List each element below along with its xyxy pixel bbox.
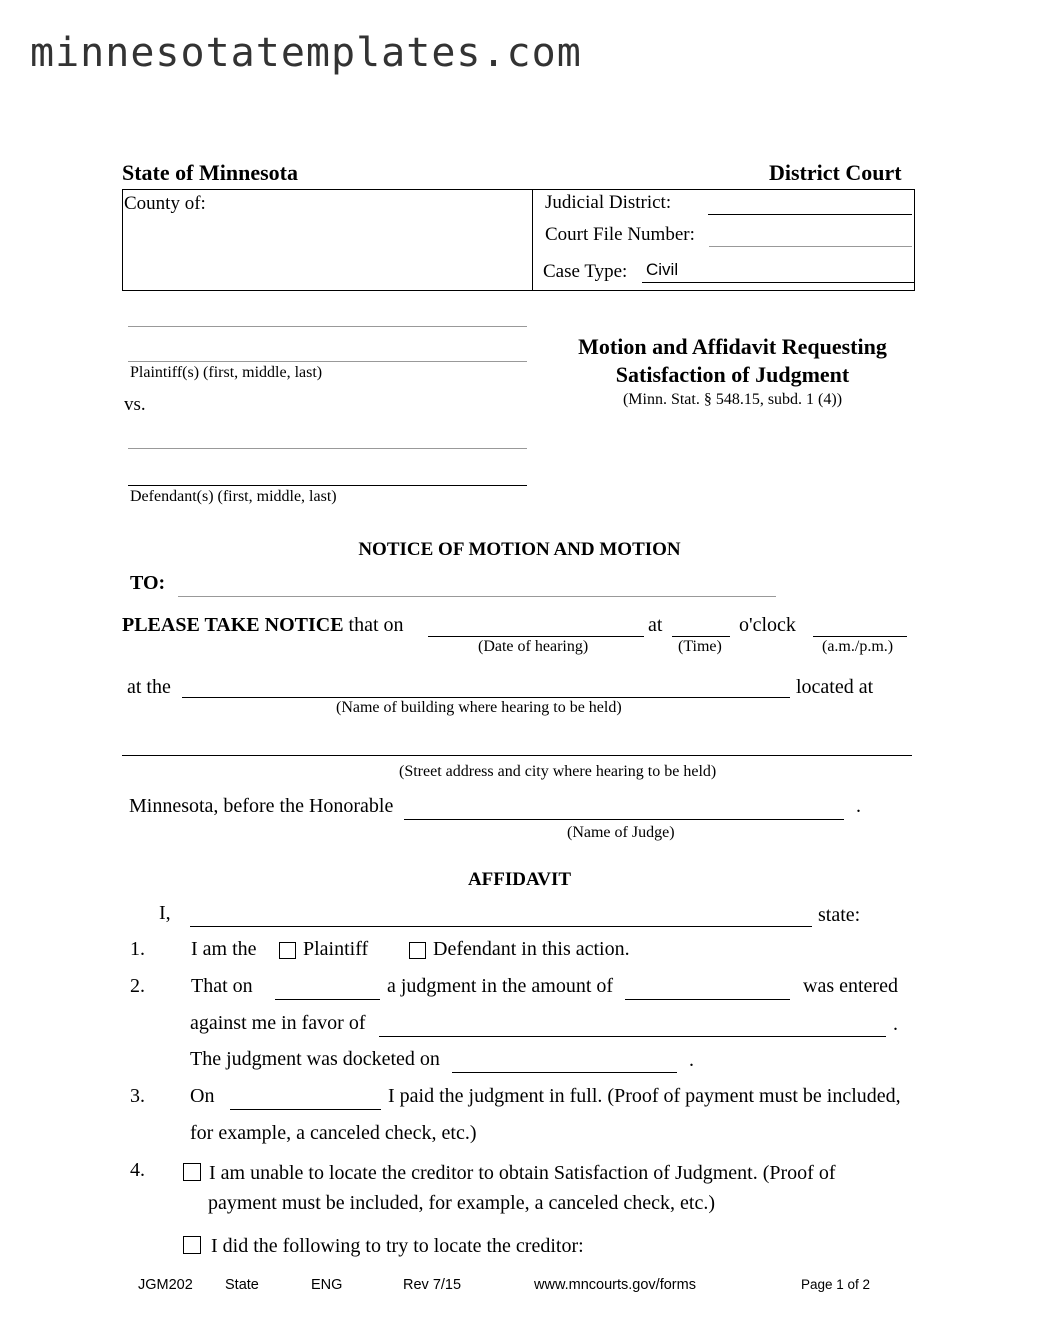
item1-text: I am the [191, 938, 257, 960]
defendant-line-2[interactable] [128, 485, 527, 486]
item3-text-line2: for example, a canceled check, etc.) [190, 1122, 477, 1144]
state-heading: State of Minnesota [122, 160, 298, 185]
tried-to-locate-checkbox[interactable] [183, 1236, 201, 1257]
please-take-notice-bold: PLEASE TAKE NOTICE [122, 614, 344, 636]
case-type-label: Case Type: [543, 261, 628, 282]
to-field[interactable] [178, 596, 776, 597]
that-on-text: that on [348, 614, 404, 636]
footer-website-link[interactable]: www.mncourts.gov/forms [534, 1277, 696, 1293]
case-type-field[interactable] [642, 282, 915, 283]
affidavit-heading: AFFIDAVIT [467, 869, 572, 890]
plaintiff-caption: Plaintiff(s) (first, middle, last) [130, 364, 323, 381]
judge-name-field[interactable] [404, 819, 844, 820]
building-caption: (Name of building where hearing to be held) [336, 699, 622, 716]
creditor-name-field[interactable] [379, 1036, 886, 1037]
ampm-caption: (a.m./p.m.) [822, 638, 894, 655]
item2-docketed-text: The judgment was docketed on [190, 1048, 440, 1070]
to-label: TO: [130, 572, 166, 594]
located-at-text: located at [796, 676, 874, 698]
court-file-number-field[interactable] [709, 246, 912, 247]
defendant-line-1[interactable] [128, 448, 527, 449]
judicial-district-label: Judicial District: [545, 192, 672, 213]
judgment-amount-field[interactable] [625, 999, 790, 1000]
date-caption: (Date of hearing) [478, 638, 589, 655]
form-title-line1: Motion and Affidavit Requesting [578, 334, 887, 359]
hearing-time-field[interactable] [672, 636, 730, 637]
street-caption: (Street address and city where hearing to be held) [399, 763, 717, 780]
item3-on: On [190, 1085, 215, 1107]
item3-number: 3. [130, 1085, 145, 1107]
time-caption: (Time) [678, 638, 722, 655]
affiant-i-label: I, [159, 902, 171, 924]
payment-date-field[interactable] [230, 1109, 381, 1110]
form-title-line2: Satisfaction of Judgment [615, 362, 850, 387]
case-type-value[interactable]: Civil [646, 260, 679, 279]
court-file-number-label: Court File Number: [545, 224, 695, 245]
judge-caption: (Name of Judge) [567, 824, 675, 841]
oclock-text: o'clock [739, 614, 796, 636]
vs-label: vs. [124, 394, 146, 415]
docketed-period: . [689, 1049, 694, 1071]
unable-to-locate-checkbox[interactable] [183, 1163, 201, 1184]
affiant-name-field[interactable] [190, 926, 812, 927]
item1-number: 1. [130, 938, 145, 960]
state-label: state: [818, 904, 861, 926]
footer-revision: Rev 7/15 [403, 1277, 462, 1293]
judge-period: . [856, 795, 861, 817]
item2-judgment-text: a judgment in the amount of [387, 975, 614, 997]
item4-option2: I did the following to try to locate the creditor: [211, 1235, 584, 1257]
plaintiff-line-1[interactable] [128, 326, 527, 327]
defendant-checkbox[interactable] [409, 942, 426, 962]
creditor-period: . [893, 1013, 898, 1035]
street-address-field[interactable] [122, 755, 912, 756]
item2-entered-text: was entered [803, 975, 898, 997]
docketed-date-field[interactable] [452, 1072, 677, 1073]
item3-text: I paid the judgment in full. (Proof of payment must be included, [388, 1085, 901, 1107]
judgment-date-field[interactable] [275, 999, 380, 1000]
building-field[interactable] [182, 697, 790, 698]
judicial-district-field[interactable] [708, 214, 912, 215]
plaintiff-line-2[interactable] [128, 361, 527, 362]
item4-option1-line1: I am unable to locate the creditor to obtain Satisfaction of Judgment. (Proof of [209, 1162, 836, 1184]
notice-heading: NOTICE OF MOTION AND MOTION [358, 539, 681, 560]
at-the-text: at the [127, 676, 171, 698]
statute-reference: (Minn. Stat. § 548.15, subd. 1 (4)) [622, 391, 843, 408]
please-take-notice [122, 614, 404, 637]
court-heading: District Court [769, 160, 902, 185]
item2-number: 2. [130, 975, 145, 997]
at-text: at [648, 614, 663, 636]
before-judge-text: Minnesota, before the Honorable [129, 795, 394, 817]
hearing-date-field[interactable] [428, 636, 644, 637]
footer-jurisdiction: State [225, 1277, 259, 1293]
site-watermark: minnesotatemplates.com [30, 30, 582, 76]
defendant-option-label: Defendant in this action. [433, 938, 630, 960]
item2-that-on: That on [191, 975, 253, 997]
footer-language: ENG [311, 1277, 343, 1293]
ampm-field[interactable] [813, 636, 907, 637]
item2-against-text: against me in favor of [190, 1012, 366, 1034]
item4-option1-line2: payment must be included, for example, a canceled check, etc.) [208, 1192, 715, 1214]
plaintiff-option-label: Plaintiff [303, 938, 369, 960]
defendant-caption: Defendant(s) (first, middle, last) [130, 488, 337, 505]
county-label: County of: [124, 193, 206, 214]
footer-form-code: JGM202 [138, 1277, 193, 1293]
item4-number: 4. [130, 1159, 145, 1181]
footer-page-number: Page 1 of 2 [801, 1277, 871, 1292]
plaintiff-checkbox[interactable] [279, 942, 296, 962]
